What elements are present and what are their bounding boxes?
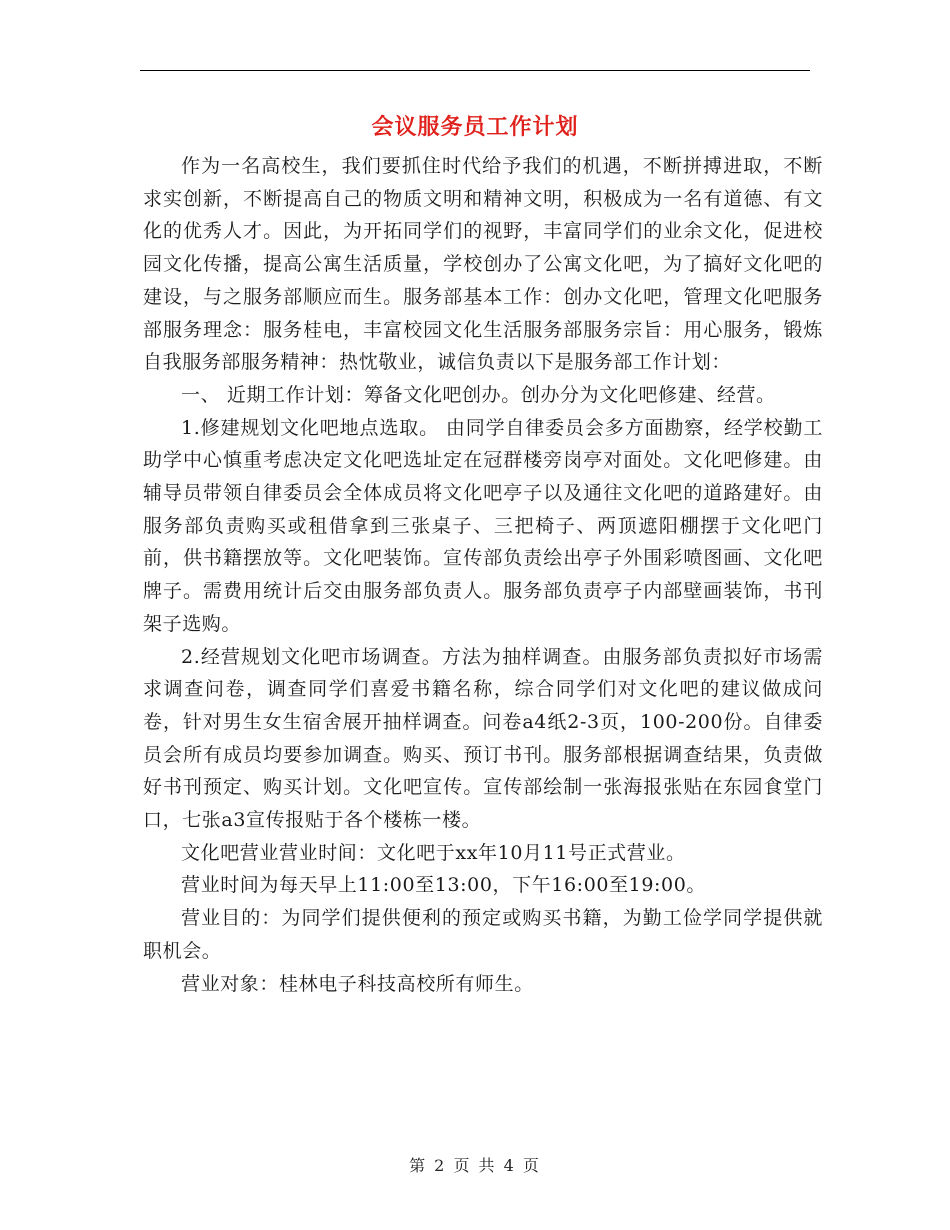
paragraph-operation-plan: 2.经营规划文化吧市场调查。方法为抽样调查。由服务部负责拟好市场需求调查问卷，调查同学们喜爱书籍名称，综合同学们对文化吧的建议做成问卷，针对男生女生宿舍展开抽样调查。问卷a4纸2-3页，100-200份。自律委员会所有成员均要参加调查。购买、预订书刊。服务部根据调查结果，负责做好书刊预定、购买计划。文化吧宣传。宣传部绘制一张海报张贴在东园食堂门口，七张a3宣传报贴于各个楼栋一楼。 — [143, 645, 823, 832]
document-title: 会议服务员工作计划 — [371, 115, 579, 140]
document-body — [143, 150, 823, 1000]
paragraph-section-1: 一、 近期工作计划：筹备文化吧创办。创办分为文化吧修建、经营。 — [181, 383, 776, 406]
paragraph-business-target: 营业对象：桂林电子科技高校所有师生。 — [181, 972, 534, 995]
paragraph-business-hours: 营业时间为每天早上11:00至13:00，下午16:00至19:00。 — [181, 874, 707, 897]
paragraph-intro: 作为一名高校生，我们要抓住时代给予我们的机遇，不断拼搏进取，不断求实创新，不断提高自己的物质文明和精神文明，积极成为一名有道德、有文化的优秀人才。因此，为开拓同学们的视野，丰富同学们的业余文化，促进校园文化传播，提高公寓生活质量，学校创办了公寓文化吧，为了搞好文化吧的建设，与之服务部顺应而生。服务部基本工作：创办文化吧，管理文化吧服务部服务理念：服务桂电，丰富校园文化生活服务部服务宗旨：用心服务，锻炼自我服务部服务精神：热忱敬业，诚信负责以下是服务部工作计划： — [143, 155, 823, 374]
header-rule — [140, 70, 810, 71]
paragraph-business-purpose: 营业目的：为同学们提供便利的预定或购买书籍，为勤工俭学同学提供就职机会。 — [143, 907, 823, 962]
page-number: 第 2 页 共 4 页 — [409, 1156, 541, 1175]
paragraph-opening-date: 文化吧营业营业时间：文化吧于xx年10月11号正式营业。 — [181, 841, 686, 864]
paragraph-construction-plan: 1.修建规划文化吧地点选取。 由同学自律委员会多方面勘察，经学校勤工助学中心慎重考虑决定文化吧选址定在冠群楼旁岗亭对面处。文化吧修建。由辅导员带领自律委员会全体成员将文化吧亭子以及通往文化吧的道路建好。由服务部负责购买或租借拿到三张桌子、三把椅子、两顶遮阳棚摆于文化吧门前，供书籍摆放等。文化吧装饰。宣传部负责绘出亭子外围彩喷图画、文化吧牌子。需费用统计后交由服务部负责人。服务部负责亭子内部壁画装饰，书刊架子选购。 — [143, 416, 823, 635]
